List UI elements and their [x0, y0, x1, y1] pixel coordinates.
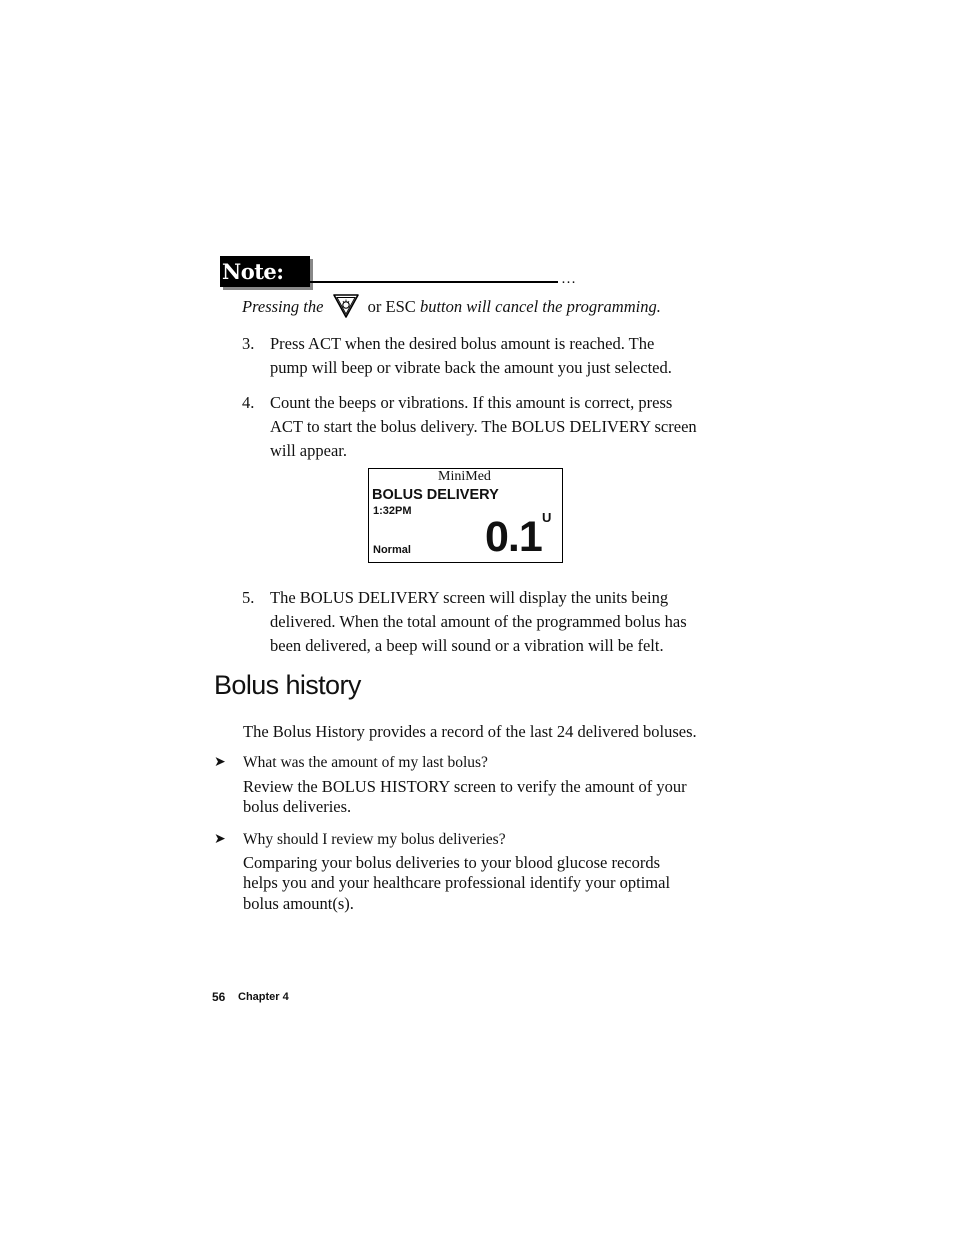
faq-question: What was the amount of my last bolus? [243, 754, 488, 771]
pump-bolus-value: 0.1 [485, 513, 542, 561]
faq-answer: bolus amount(s). [243, 894, 354, 913]
section-heading: Bolus history [214, 670, 361, 700]
pump-brand: MiniMed [438, 469, 491, 484]
bullet-arrow-icon: ➤ [214, 755, 226, 770]
faq-answer: Comparing your bolus deliveries to your blood glucose records [243, 853, 661, 872]
note-dots: … [561, 271, 576, 287]
pump-bolus-unit: U [542, 510, 552, 525]
note-body [242, 293, 661, 319]
note-label: Note: [222, 259, 284, 284]
note-text-post: button will cancel the programming. [419, 297, 661, 316]
step-number: 5. [242, 588, 255, 607]
chapter-label: Chapter 4 [238, 991, 289, 1003]
pump-screen-title: BOLUS DELIVERY [372, 487, 499, 503]
pump-time: 1:32PM [373, 505, 412, 517]
step-text: The BOLUS DELIVERY screen will display the units being [270, 588, 669, 607]
note-rule [310, 281, 558, 283]
step-text: Press ACT when the desired bolus amount is reached. The [270, 334, 655, 353]
step-number: 3. [242, 334, 255, 353]
section-intro: The Bolus History provides a record of the last 24 delivered boluses. [243, 722, 697, 741]
step-text: delivered. When the total amount of the programmed bolus has [270, 612, 687, 631]
step-text: pump will beep or vibrate back the amount you just selected. [270, 358, 672, 377]
faq-answer: bolus deliveries. [243, 797, 352, 816]
pump-mode: Normal [373, 544, 411, 556]
note-text-mid: or ESC [367, 297, 416, 316]
page-number: 56 [212, 990, 226, 1004]
pump-screen [368, 468, 563, 563]
step-number: 4. [242, 393, 255, 412]
esc-button-icon [332, 293, 360, 319]
step-text: will appear. [270, 441, 347, 460]
bullet-arrow-icon: ➤ [214, 832, 226, 847]
faq-question: Why should I review my bolus deliveries? [243, 831, 506, 848]
step-text: ACT to start the bolus delivery. The BOLUS DELIVERY screen [270, 417, 697, 436]
faq-answer: helps you and your healthcare professional identify your optimal [243, 873, 671, 892]
faq-answer: Review the BOLUS HISTORY screen to verify the amount of your [243, 777, 687, 796]
note-text-pre: Pressing the [242, 297, 324, 316]
step-text: Count the beeps or vibrations. If this amount is correct, press [270, 393, 673, 412]
step-text: been delivered, a beep will sound or a vibration will be felt. [270, 636, 664, 655]
